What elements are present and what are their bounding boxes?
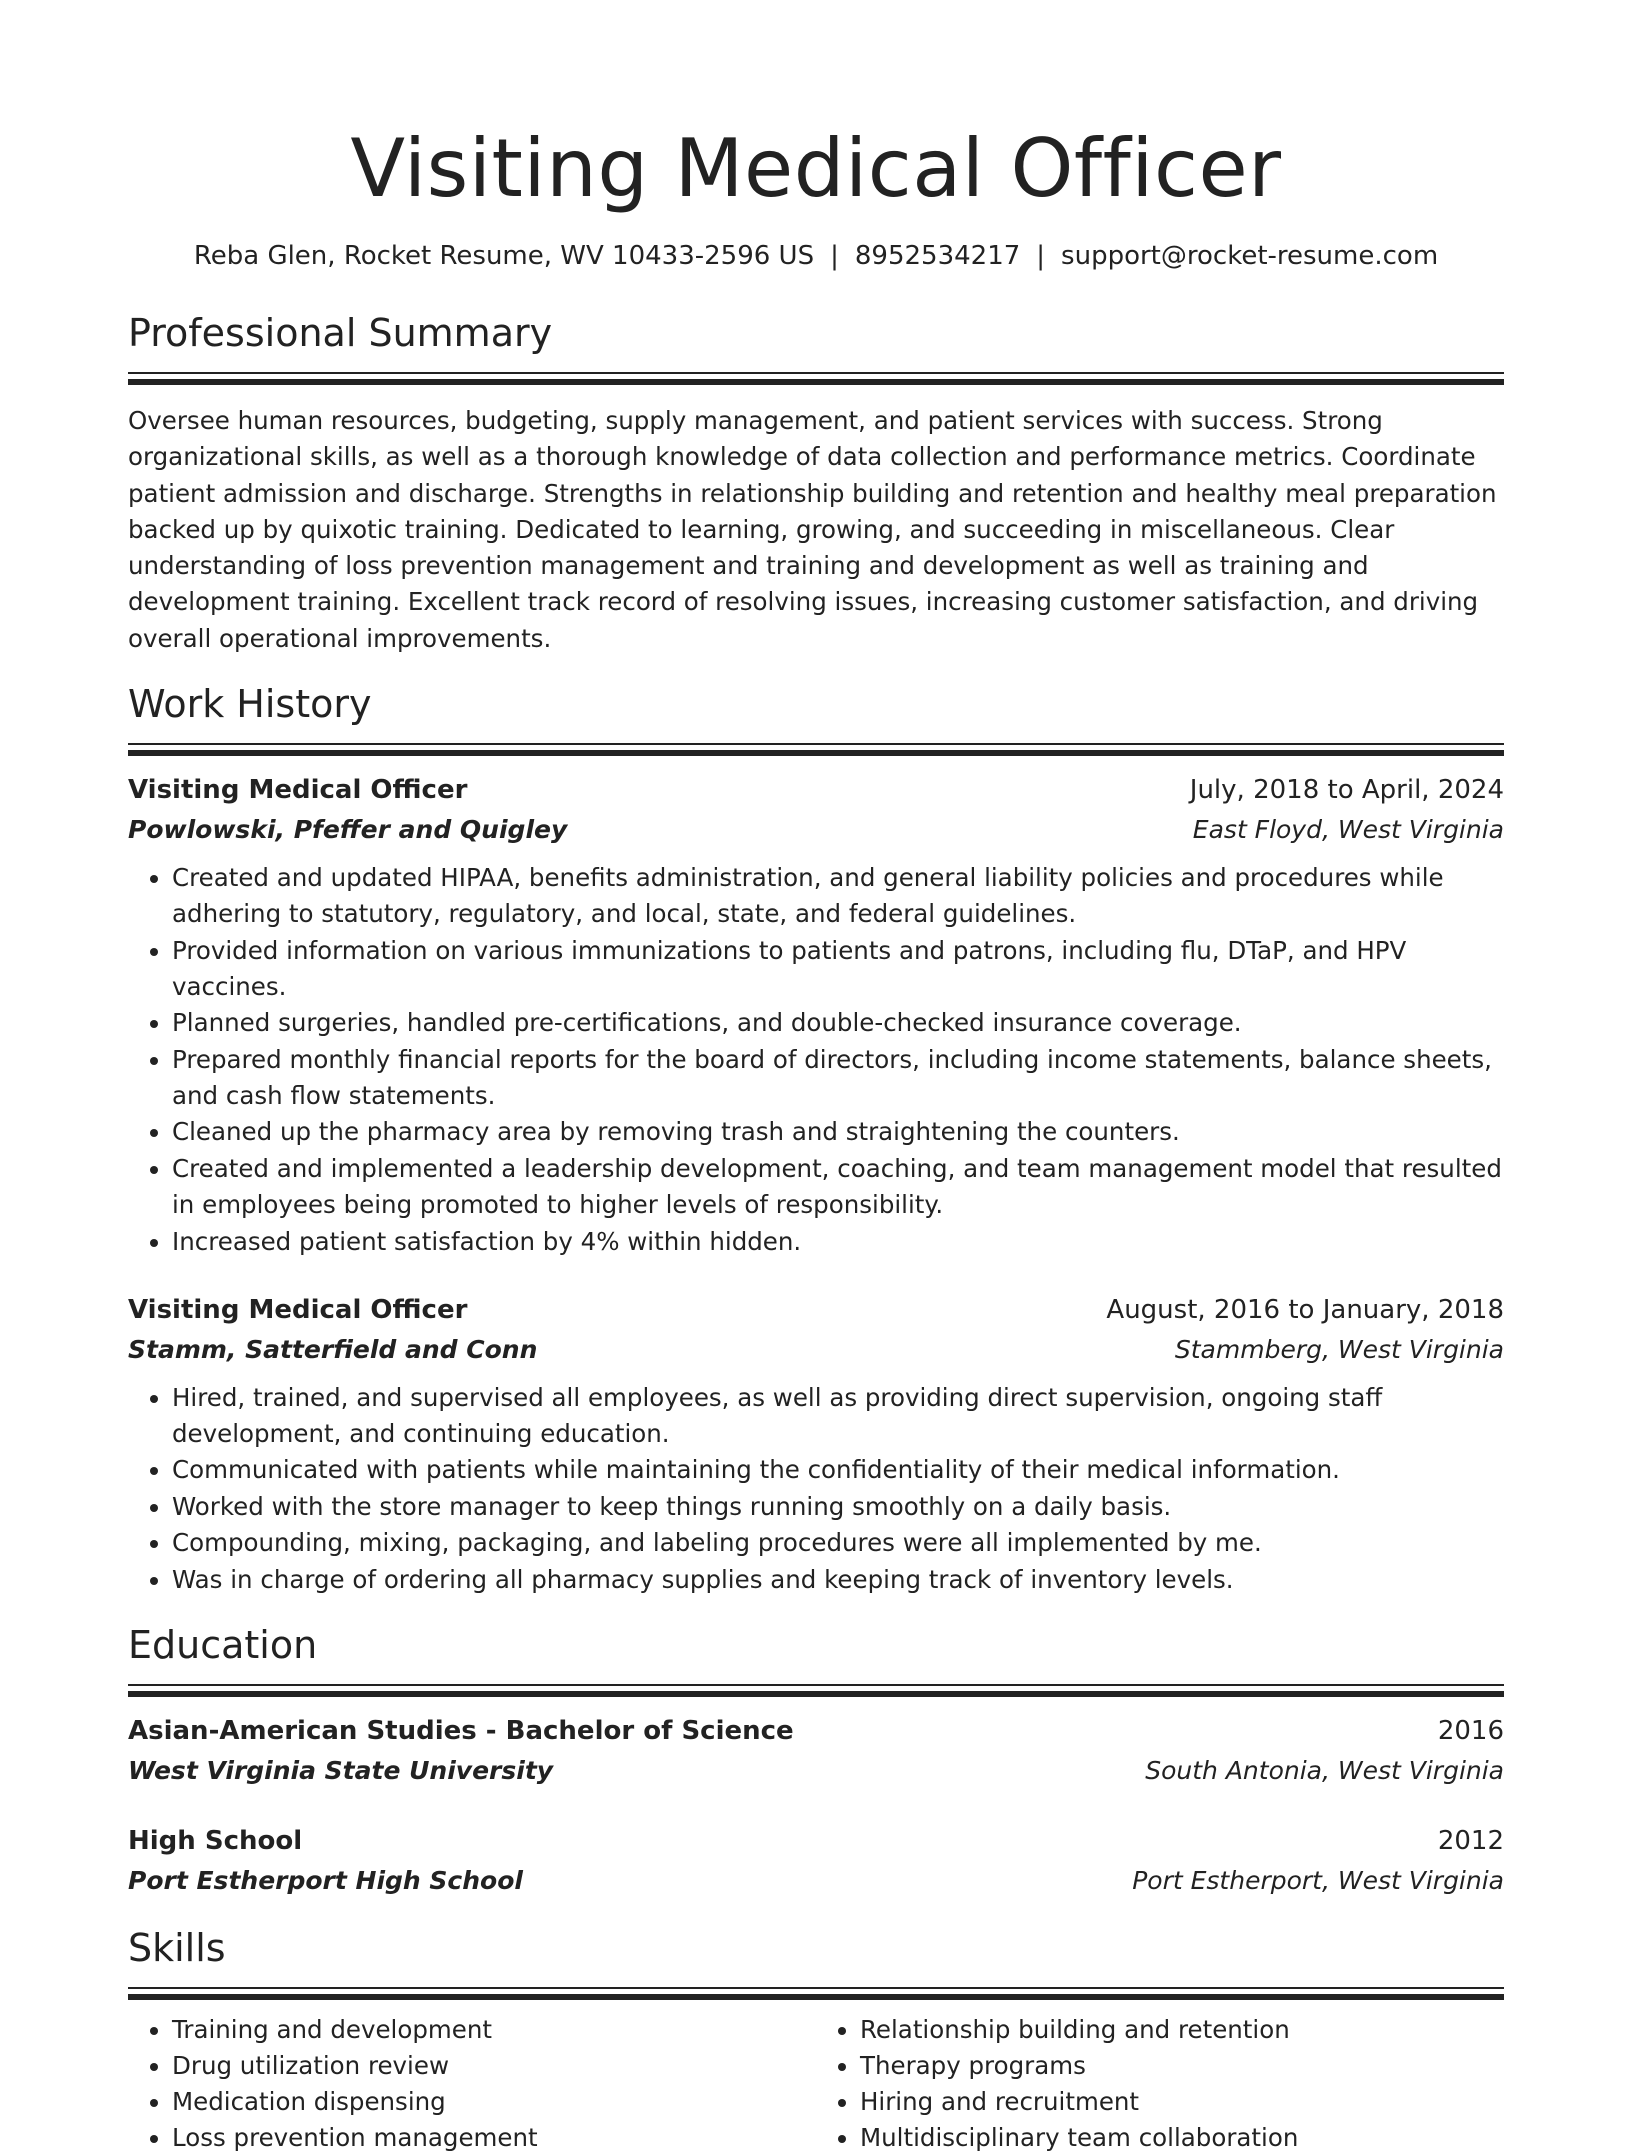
job-location: Stammberg, West Virginia — [1174, 1334, 1504, 1364]
graduation-year: 2016 — [1437, 1716, 1504, 1747]
job-entry — [128, 1290, 1504, 1598]
job-bullets — [128, 860, 1504, 1260]
section-divider — [128, 743, 1504, 756]
graduation-year: 2012 — [1437, 1826, 1504, 1857]
skills-column-right — [816, 2012, 1504, 2156]
skill-item: • Loss prevention management — [172, 2120, 816, 2156]
job-bullet: • Was in charge of ordering all pharmacy supplies and keeping track of inventory levels. — [172, 1562, 1504, 1598]
section-title-summary: Professional Summary — [128, 311, 553, 355]
contact-email: support@rocket-resume.com — [1061, 241, 1439, 271]
job-title: Visiting Medical Officer — [128, 1294, 468, 1325]
summary-text: Oversee human resources, budgeting, supply management, and patient services with success. Strong organizational skills, as well as a thorough knowledge of data collection and performance metrics. Coordinate patient admission and discharge. Strengths in relationship building and retention and healthy meal preparation backed up by quixotic training. Dedicated to learning, growing, and succeeding in miscellaneous. Clear understanding of loss prevention management and training and development as well as training and development training. Excellent track record of resolving issues, increasing customer satisfaction, and driving overall operational improvements. — [128, 406, 1497, 653]
education-entry — [128, 1711, 1504, 1791]
section-title-education: Education — [128, 1623, 318, 1668]
contact-separator: | — [830, 241, 839, 271]
job-dates: July, 2018 to April, 2024 — [1189, 775, 1504, 806]
job-bullet: • Planned surgeries, handled pre-certifications, and double-checked insurance coverage. — [172, 1005, 1504, 1041]
job-company: Stamm, Satterfield and Conn — [128, 1334, 538, 1364]
degree-name: High School — [128, 1826, 303, 1857]
section-divider — [128, 372, 1504, 385]
education-entry — [128, 1821, 1504, 1901]
job-bullet: • Provided information on various immunizations to patients and patrons, including flu, DTaP, and HPV vaccines. — [172, 933, 1504, 1005]
job-bullets — [128, 1380, 1504, 1598]
job-entry — [128, 770, 1504, 1260]
skill-item: • Relationship building and retention — [860, 2012, 1504, 2048]
school-location: Port Estherport, West Virginia — [1132, 1866, 1504, 1896]
section-divider — [128, 1684, 1504, 1697]
resume-title: Visiting Medical Officer — [350, 122, 1282, 215]
skills-section — [128, 1923, 1504, 2156]
school-name: West Virginia State University — [128, 1756, 554, 1786]
job-bullet: • Increased patient satisfaction by 4% within hidden. — [172, 1224, 1504, 1260]
contact-phone: 8952534217 — [854, 241, 1021, 271]
job-bullet: • Communicated with patients while maintaining the confidentiality of their medical information. — [172, 1452, 1504, 1488]
skill-item: • Drug utilization review — [172, 2048, 816, 2084]
skill-item: • Hiring and recruitment — [860, 2084, 1504, 2120]
job-company: Powlowski, Pfeffer and Quigley — [128, 815, 568, 845]
skill-item: • Multidisciplinary team collaboration — [860, 2120, 1504, 2156]
job-bullet: • Compounding, mixing, packaging, and labeling procedures were all implemented by me. — [172, 1525, 1504, 1561]
school-location: South Antonia, West Virginia — [1145, 1756, 1504, 1786]
contact-separator: | — [1036, 241, 1046, 271]
education-section — [128, 1620, 1504, 1901]
degree-name: Asian-American Studies - Bachelor of Science — [128, 1716, 794, 1747]
job-bullet: • Hired, trained, and supervised all employees, as well as providing direct supervision, ongoing staff development, and continuing education. — [172, 1380, 1504, 1452]
skills-columns — [128, 2012, 1504, 2156]
skill-item: • Medication dispensing — [172, 2084, 816, 2120]
job-bullet: • Worked with the store manager to keep things running smoothly on a daily basis. — [172, 1489, 1504, 1525]
job-title: Visiting Medical Officer — [128, 775, 468, 806]
section-divider — [128, 1987, 1504, 2000]
contact-address: Reba Glen, Rocket Resume, WV 10433-2596 US — [193, 241, 815, 271]
skills-column-left — [128, 2012, 816, 2156]
contact-line — [128, 238, 1504, 274]
summary-section — [128, 308, 1504, 657]
skill-item: • Training and development — [172, 2012, 816, 2048]
job-location: East Floyd, West Virginia — [1192, 815, 1504, 845]
section-title-work-history: Work History — [128, 682, 372, 727]
job-dates: August, 2016 to January, 2018 — [1106, 1294, 1504, 1325]
skill-item: • Therapy programs — [860, 2048, 1504, 2084]
section-title-skills: Skills — [128, 1926, 226, 1971]
school-name: Port Estherport High School — [128, 1866, 523, 1896]
job-bullet: • Created and updated HIPAA, benefits administration, and general liability policies and procedures while adhering to statutory, regulatory, and local, state, and federal guidelines. — [172, 860, 1504, 932]
job-bullet: • Prepared monthly financial reports for the board of directors, including income statements, balance sheets, and cash flow statements. — [172, 1042, 1504, 1114]
job-bullet: • Created and implemented a leadership development, coaching, and team management model that resulted in employees being promoted to higher levels of responsibility. — [172, 1151, 1504, 1223]
work-history-section — [128, 679, 1504, 1598]
job-bullet: • Cleaned up the pharmacy area by removing trash and straightening the counters. — [172, 1114, 1504, 1150]
